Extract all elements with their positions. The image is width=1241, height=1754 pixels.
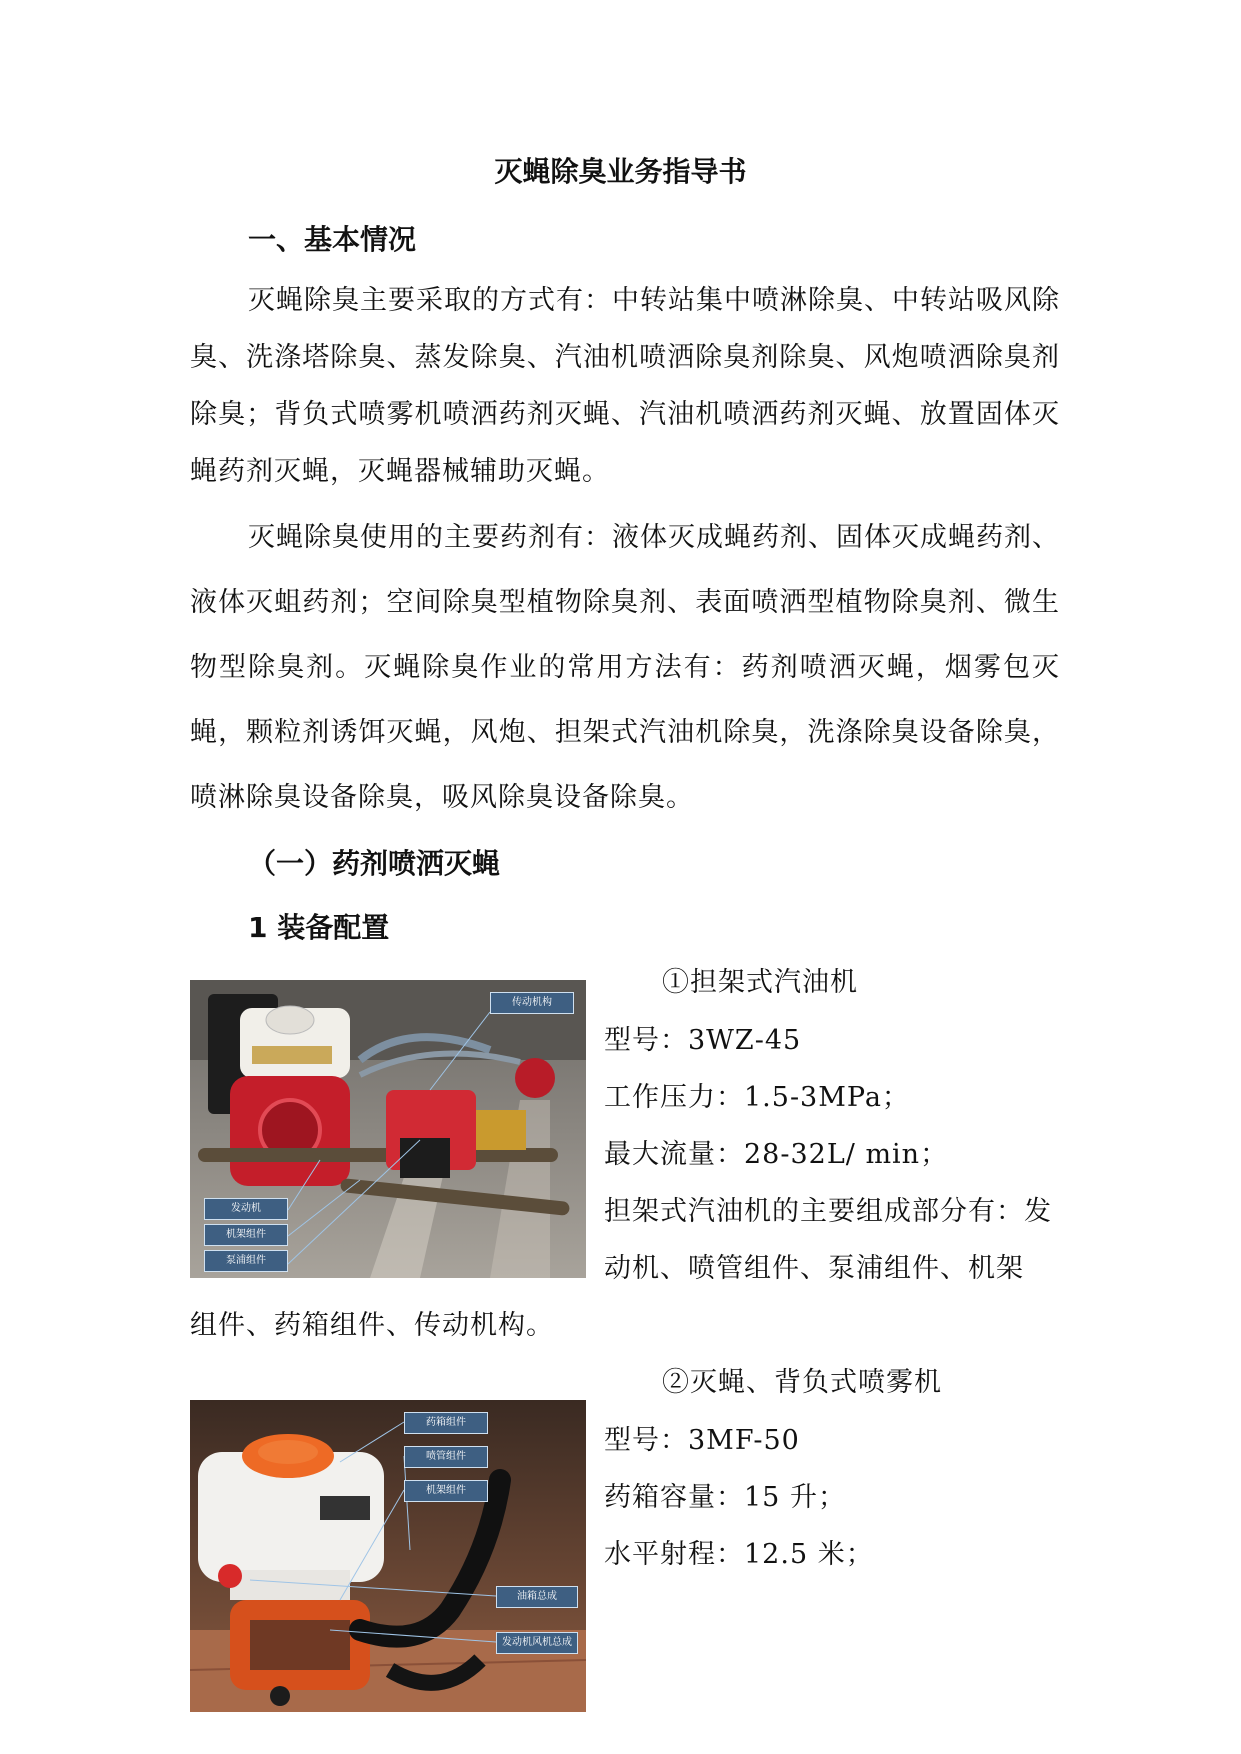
equipment1-name: ①担架式汽油机 xyxy=(662,967,858,998)
subsection-heading: （一）药剂喷洒灭蝇 xyxy=(248,847,501,880)
callout-engine: 发动机 xyxy=(204,1198,288,1220)
callout-tank: 药箱组件 xyxy=(404,1412,488,1434)
equipment2-name: ②灭蝇、背负式喷雾机 xyxy=(662,1367,942,1398)
paragraph-methods: 灭蝇除臭主要采取的方式有：中转站集中喷淋除臭、中转站吸风除臭、洗涤塔除臭、蒸发除臭、汽油机喷洒除臭剂除臭、风炮喷洒除臭剂除臭；背负式喷雾机喷洒药剂灭蝇、汽油机喷洒药剂灭蝇、放置固体灭蝇药剂灭蝇，灭蝇器械辅助灭蝇。 xyxy=(190,285,1060,487)
callout-frame: 机架组件 xyxy=(204,1224,288,1246)
callout-pump: 泵浦组件 xyxy=(204,1250,288,1272)
backpack-sprayer-illustration xyxy=(190,1400,586,1712)
equipment2-range: 水平射程：12.5 米； xyxy=(604,1539,874,1570)
equipment1-desc-3: 组件、药箱组件、传动机构。 xyxy=(190,1310,554,1341)
callout-transmission: 传动机构 xyxy=(490,992,574,1014)
equipment1-flow: 最大流量：28-32L/ min； xyxy=(604,1139,949,1170)
section-heading: 一、基本情况 xyxy=(248,223,417,256)
callout-spray-pipe: 喷管组件 xyxy=(404,1446,488,1468)
equipment2-capacity: 药箱容量：15 升； xyxy=(604,1482,846,1513)
equipment1-desc-2: 动机、喷管组件、泵浦组件、机架 xyxy=(604,1253,1024,1284)
callout-frame-2: 机架组件 xyxy=(404,1480,488,1502)
subsubsection-heading: 1 装备配置 xyxy=(248,911,390,944)
equipment1-desc-1: 担架式汽油机的主要组成部分有：发 xyxy=(604,1196,1052,1227)
backpack-sprayer-photo xyxy=(190,1400,586,1712)
gasoline-sprayer-photo xyxy=(190,980,586,1278)
callout-fuel-tank: 油箱总成 xyxy=(496,1586,578,1608)
paragraph-agents: 灭蝇除臭使用的主要药剂有：液体灭成蝇药剂、固体灭成蝇药剂、液体灭蛆药剂；空间除臭型植物除臭剂、表面喷洒型植物除臭剂、微生物型除臭剂。灭蝇除臭作业的常用方法有：药剂喷洒灭蝇，烟雾包灭蝇，颗粒剂诱饵灭蝇，风炮、担架式汽油机除臭，洗涤除臭设备除臭，喷淋除臭设备除臭，吸风除臭设备除臭。 xyxy=(190,522,1060,813)
equipment1-pressure: 工作压力：1.5-3MPa； xyxy=(604,1082,910,1113)
page-title: 灭蝇除臭业务指导书 xyxy=(494,155,747,188)
equipment1-model: 型号：3WZ-45 xyxy=(604,1025,802,1056)
callout-engine-fan: 发动机风机总成 xyxy=(496,1632,578,1654)
equipment2-model: 型号：3MF-50 xyxy=(604,1425,800,1456)
